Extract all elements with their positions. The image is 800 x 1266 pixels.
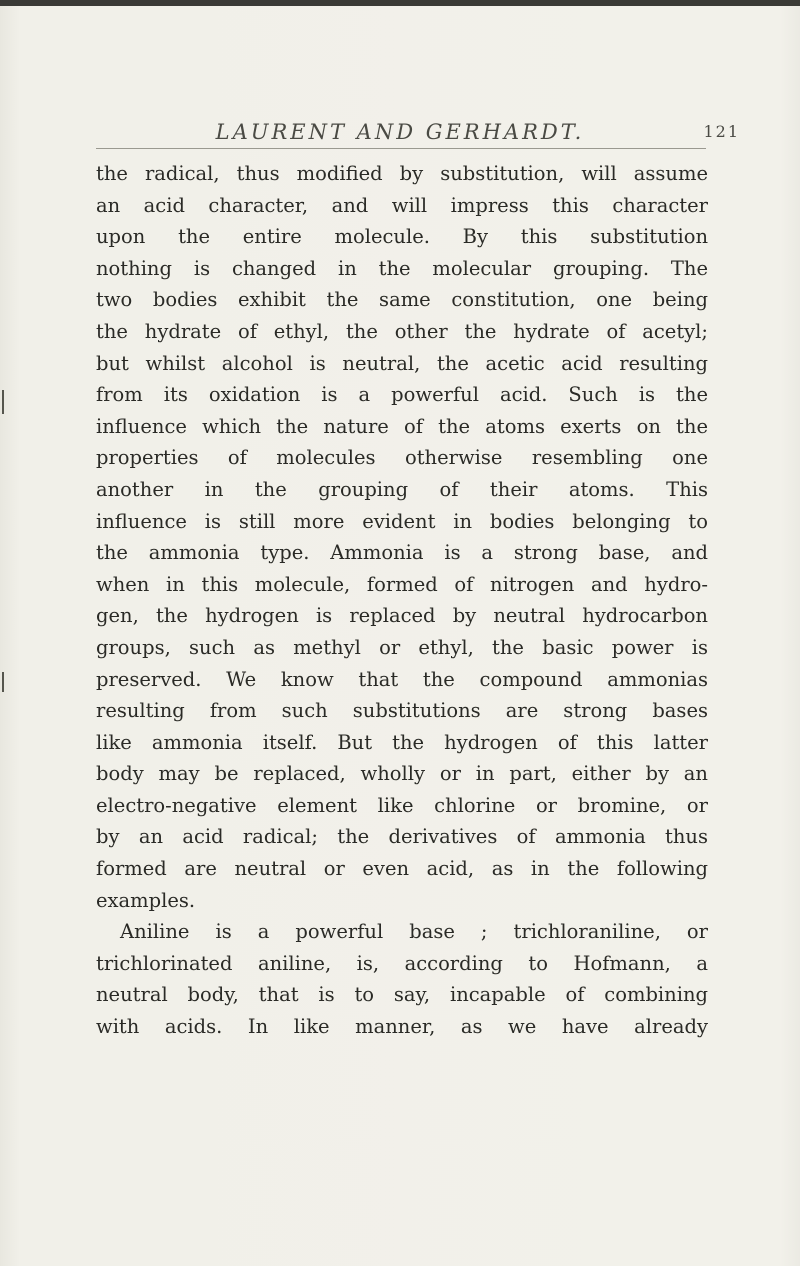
text-line: the ammonia type. Ammonia is a strong base, and [96, 541, 708, 565]
header-rule [96, 148, 706, 149]
text-line: upon the entire molecule. By this substitution [96, 225, 708, 249]
running-head: LAURENT AND GERHARDT. [215, 120, 585, 144]
text-line: examples. [96, 888, 196, 912]
page-top-edge [0, 0, 800, 6]
text-line: two bodies exhibit the same constitution, one being [96, 288, 708, 312]
text-line: influence which the nature of the atoms exerts on the [96, 414, 708, 438]
text-line: from its oxidation is a powerful acid. Such is the [96, 383, 708, 407]
body-text [96, 158, 708, 1043]
text-line: with acids. In like manner, as we have already [96, 1015, 708, 1039]
text-line: the radical, thus modified by substitution, will assume [96, 162, 708, 185]
text-line: another in the grouping of their atoms. This [96, 477, 708, 501]
text-line: groups, such as methyl or ethyl, the basic power is [96, 635, 708, 659]
text-line: trichlorinated aniline, is, according to Hofmann, a [96, 951, 708, 975]
text-line: preserved. We know that the compound ammonias [96, 667, 708, 691]
margin-mark [2, 390, 4, 414]
text-line: when in this molecule, formed of nitrogen and hydro- [96, 572, 708, 596]
text-line: formed are neutral or even acid, as in the following [96, 857, 708, 881]
text-line: influence is still more evident in bodies belonging to [96, 509, 708, 533]
page-number: 121 [703, 122, 740, 141]
page-header [0, 118, 800, 148]
text-line: neutral body, that is to say, incapable of combining [96, 983, 708, 1007]
text-line: the hydrate of ethyl, the other the hydrate of acetyl; [96, 319, 708, 343]
text-line: electro-negative element like chlorine or bromine, or [96, 793, 708, 817]
margin-mark [2, 672, 4, 692]
text-line: nothing is changed in the molecular grouping. The [96, 256, 708, 280]
text-line: like ammonia itself. But the hydrogen of this latter [96, 730, 708, 754]
text-line: properties of molecules otherwise resembling one [96, 446, 708, 470]
text-line: an acid character, and will impress this character [96, 193, 708, 217]
text-line: body may be replaced, wholly or in part, either by an [96, 762, 708, 786]
text-line: resulting from such substitutions are strong bases [96, 699, 708, 723]
text-line: but whilst alcohol is neutral, the acetic acid resulting [96, 351, 708, 375]
text-line: by an acid radical; the derivatives of ammonia thus [96, 825, 708, 849]
text-line: gen, the hydrogen is replaced by neutral hydrocarbon [96, 604, 708, 628]
text-line: Aniline is a powerful base ; trichloraniline, or [120, 920, 708, 944]
